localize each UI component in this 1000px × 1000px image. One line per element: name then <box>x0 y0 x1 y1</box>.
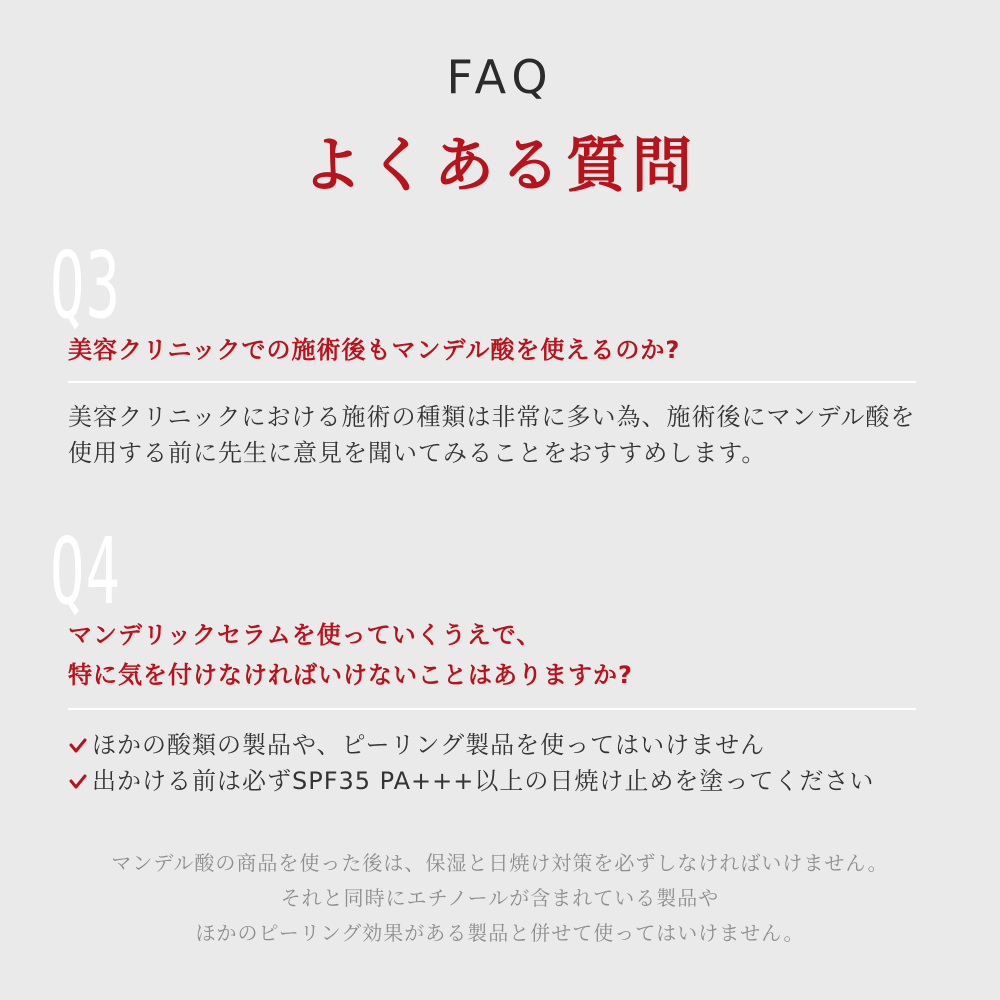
q4-divider <box>68 708 916 710</box>
faq-heading: FAQ <box>446 50 554 104</box>
q4-number: Q4 <box>50 518 122 625</box>
check-icon <box>68 771 88 791</box>
footnote <box>0 846 1000 951</box>
checklist-item-label: ほかの酸類の製品や、ピーリング製品を使ってはいけません <box>92 731 766 759</box>
footnote-line: ほかのピーリング効果がある製品と併せて使ってはいけません。 <box>195 921 805 945</box>
q3-number: Q3 <box>50 232 122 339</box>
q3-answer-line: 使用する前に先生に意見を聞いてみることをおすすめします。 <box>68 439 767 467</box>
checklist-item-label: 出かける前は必ずSPF35 PA+++以上の日焼け止めを塗ってください <box>92 767 875 795</box>
q3-question: 美容クリニックでの施術後もマンデル酸を使えるのか? <box>68 336 681 364</box>
q4-question-line: マンデリックセラムを使っていくうえで、 <box>68 621 542 649</box>
footnote-line: マンデル酸の商品を使った後は、保湿と日焼け対策を必ずしなければいけません。 <box>111 851 889 875</box>
check-icon <box>68 735 88 755</box>
page-title: よくある質問 <box>302 131 698 201</box>
q3-answer <box>68 399 970 471</box>
q4-checklist <box>68 727 960 799</box>
q4-question-line: 特に気を付けなければいけないことはありますか? <box>68 661 633 689</box>
q4-question <box>68 615 940 695</box>
checklist-item <box>68 727 960 763</box>
q3-answer-line: 美容クリニックにおける施術の種類は非常に多い為、施術後にマンデル酸を <box>68 403 916 431</box>
footnote-line: それと同時にエチノールが含まれている製品や <box>280 886 720 910</box>
checklist-item <box>68 763 960 799</box>
q3-divider <box>68 381 916 383</box>
